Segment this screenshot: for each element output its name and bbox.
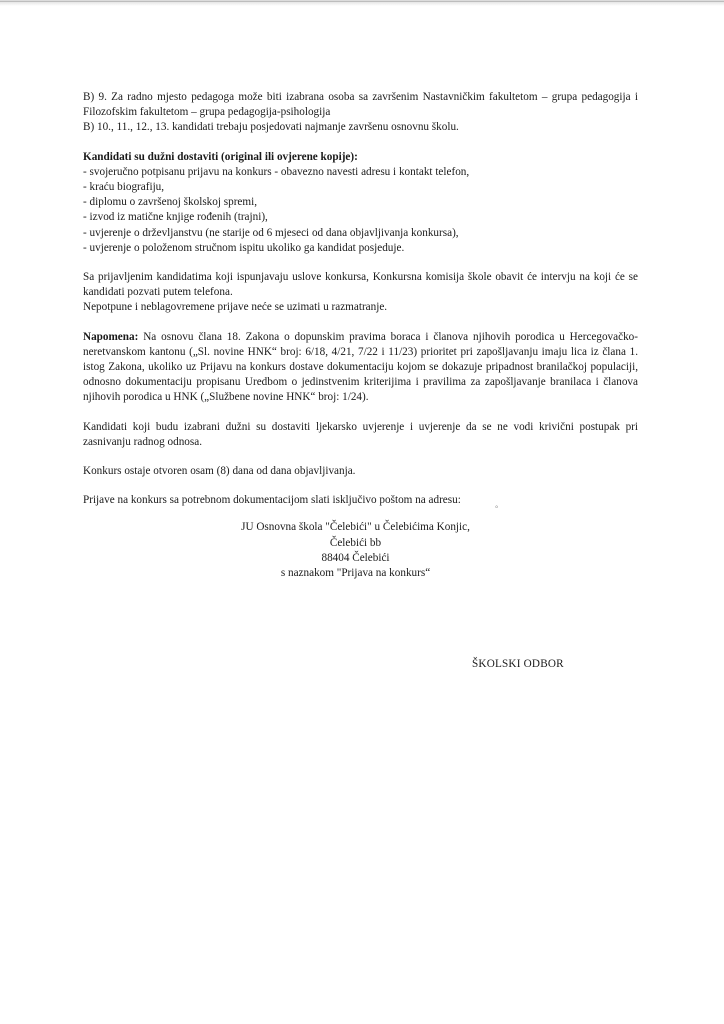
address-line-postal: 88404 Čelebići <box>321 551 390 564</box>
documents-heading: Kandidati su dužni dostaviti (original ili ovjerene kopije): <box>83 150 358 163</box>
interview-paragraph: Sa prijavljenim kandidatima koji ispunjavaju uslove konkursa, Konkursna komisija škole obavit će intervju na koji će se kandidati pozvati putem telefona. <box>83 271 638 299</box>
document-item: - svojeručno potpisanu prijavu na konkurs - obavezno navesti adresu i kontakt telefon, <box>83 165 470 178</box>
document-item: - kraću biografiju, <box>83 181 165 194</box>
scan-top-line <box>0 1 724 2</box>
address-line-school: JU Osnovna škola "Čelebići" u Čelebićima Konjic, <box>241 521 470 534</box>
document-item: - izvod iz matične knjige rođenih (trajni), <box>83 211 268 224</box>
incomplete-applications: Nepotpune i neblagovremene prijave neće se uzimati u razmatranje. <box>83 301 388 314</box>
address-line-street: Čelebići bb <box>329 536 382 549</box>
note-label: Napomena: <box>83 330 139 343</box>
note-paragraph <box>83 330 638 406</box>
section-b-other-positions: B) 10., 11., 12., 13. kandidati trebaju posjedovati najmanje završenu osnovnu školu. <box>83 121 459 134</box>
mailing-address <box>143 520 568 581</box>
medical-certificate-paragraph: Kandidati koji budu izabrani dužni su dostaviti ljekarsko uvjerenje i uvjerenje da se ne vodi krivični postupak pri zasnivanju radnog odnosa. <box>83 420 638 448</box>
section-b-pedagogue: B) 9. Za radno mjesto pedagoga može biti izabrana osoba sa završenim Nastavničkim fakultetom – grupa pedagogija i Filozofskim fakultetom – grupa pedagogija-psihologija <box>83 91 638 119</box>
scan-speck: ° <box>495 504 499 513</box>
note-text: Na osnovu člana 18. Zakona o dopunskim pravima boraca i članova njihovih porodica u Hercegovačko-neretvanskom kantonu („Sl. novine HNK“ broj: 6/18, 4/21, 7/22 i 11/23) prioritet pri zapošljavanju imaju lica iz člana 1. istog Zakona, ukoliko uz Prijavu na konkurs dostave dokumentaciju kojom se dokazuje pripadnost branilačkoj populaciji, odnosno dokumentaciju propisanu Uredbom o jedinstvenim kriterijima i pravilima za zapošljavanje branilaca i članova njihovih porodica u HNK („Službene novine HNK“ broj: 1/24). <box>83 330 638 404</box>
submission-paragraph: Prijave na konkurs sa potrebnom dokumentacijom slati isključivo poštom na adresu: <box>83 494 461 507</box>
document-body <box>83 90 638 581</box>
document-item: - uvjerenje o položenom stručnom ispitu ukoliko ga kandidat posjeduje. <box>83 241 405 254</box>
signature-school-board: ŠKOLSKI ODBOR <box>472 658 564 670</box>
open-period-paragraph: Konkurs ostaje otvoren osam (8) dana od dana objavljivanja. <box>83 465 356 478</box>
address-line-marking: s naznakom "Prijava na konkurs“ <box>280 567 431 580</box>
document-item: - diplomu o završenoj školskoj spremi, <box>83 196 258 209</box>
document-item: - uvjerenje o drževljanstvu (ne starije od 6 mjeseci od dana objavljivanja konkursa), <box>83 226 459 239</box>
